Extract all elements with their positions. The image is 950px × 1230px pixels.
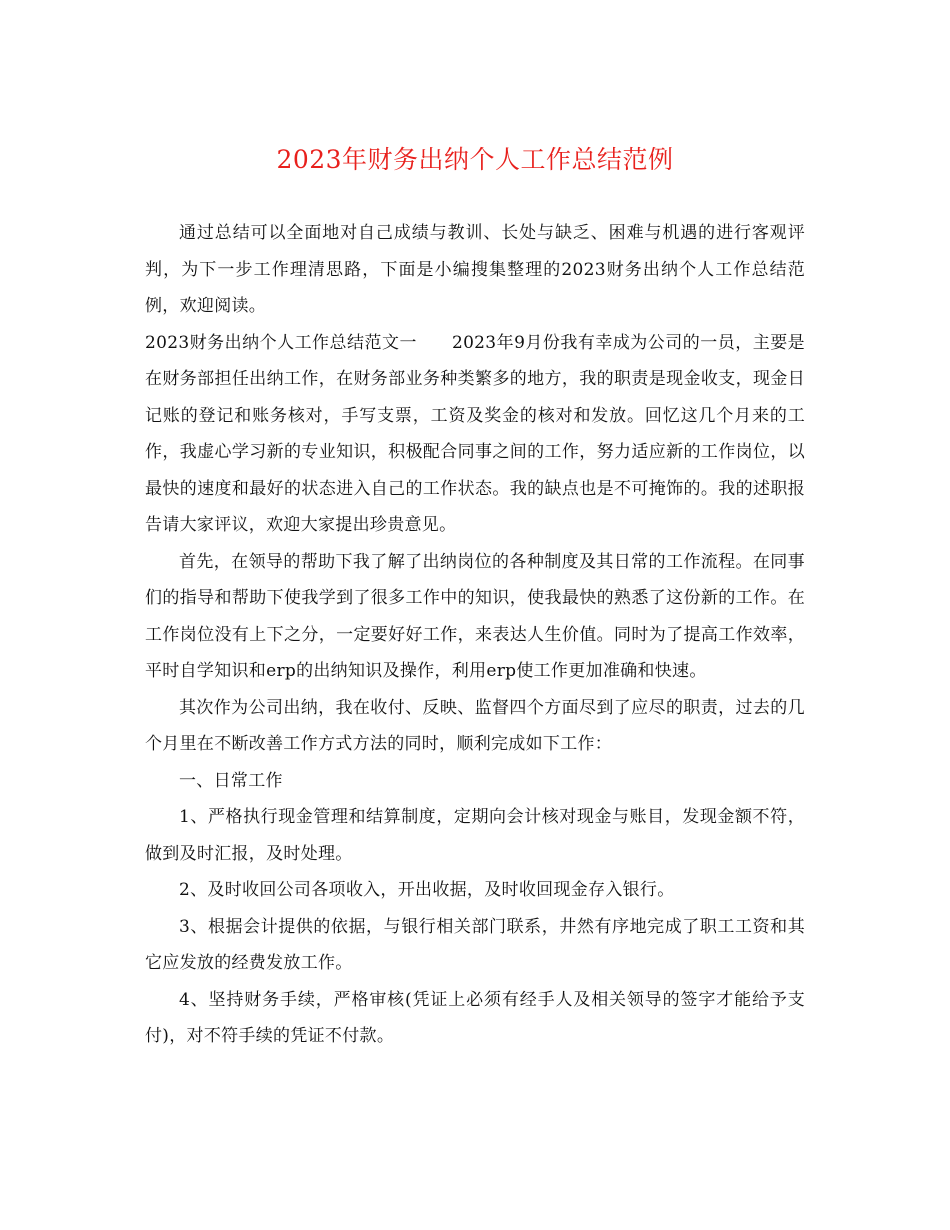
- intro-paragraph: 通过总结可以全面地对自己成绩与教训、长处与缺乏、困难与机遇的进行客观评判，为下一步工作理清思路，下面是小编搜集整理的2023财务出纳个人工作总结范例，欢迎阅读。: [145, 223, 805, 316]
- list-item: 1、严格执行现金管理和结算制度，定期向会计核对现金与账目，发现金额不符，做到及时汇报，及时处理。: [145, 807, 805, 864]
- list-item: 4、坚持财务手续，严格审核(凭证上必须有经手人及相关领导的签字才能给予支付)，对不符手续的凭证不付款。: [145, 989, 805, 1046]
- document-body: [145, 215, 805, 1055]
- list-item: 3、根据会计提供的依据，与银行相关部门联系，井然有序地完成了职工工资和其它应发放的经费发放工作。: [145, 916, 805, 973]
- list-item: 2、及时收回公司各项收入，开出收据，及时收回现金存入银行。: [179, 880, 675, 900]
- second-paragraph: 其次作为公司出纳，我在收付、反映、监督四个方面尽到了应尽的职责，过去的几个月里在不断改善工作方式方法的同时，顺利完成如下工作：: [145, 697, 805, 754]
- section-heading-daily-work: 一、日常工作: [179, 770, 283, 791]
- sample-one-paragraph: 2023财务出纳个人工作总结范文一 2023年9月份我有幸成为公司的一员，主要是在财务部担任出纳工作，在财务部业务种类繁多的地方，我的职责是现金收支，现金日记账的登记和账务核对，手写支票，工资及奖金的核对和发放。回忆这几个月来的工作，我虚心学习新的专业知识，积极配合同事之间的工作，努力适应新的工作岗位，以最快的速度和最好的状态进入自己的工作状态。我的缺点也是不可掩饰的。我的述职报告请大家评议，欢迎大家提出珍贵意见。: [145, 332, 805, 535]
- document-title: 2023年财务出纳个人工作总结范例: [276, 145, 674, 174]
- first-paragraph: 首先，在领导的帮助下我了解了出纳岗位的各种制度及其日常的工作流程。在同事们的指导和帮助下使我学到了很多工作中的知识，使我最快的熟悉了这份新的工作。在工作岗位没有上下之分，一定要好好工作，来表达人生价值。同时为了提高工作效率，平时自学知识和erp的出纳知识及操作，利用erp使工作更加准确和快速。: [145, 551, 805, 681]
